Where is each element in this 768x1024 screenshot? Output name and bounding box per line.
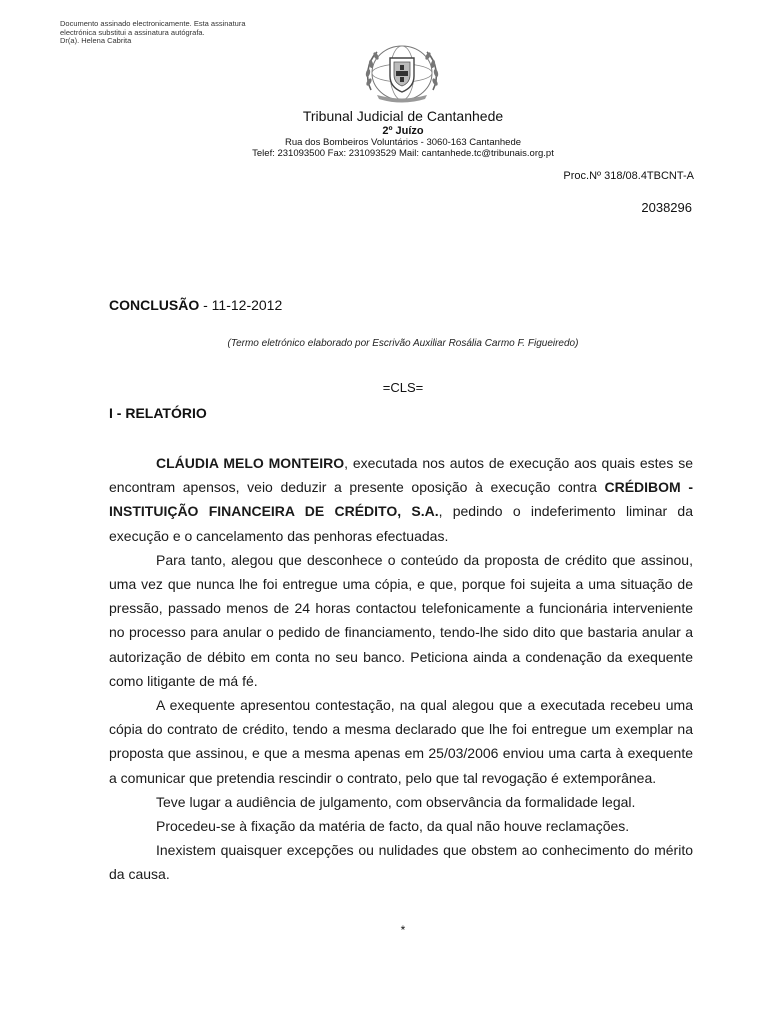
court-juizo: 2º Juízo: [382, 125, 424, 137]
conclusao-line: [109, 297, 282, 313]
paragraph-3: A exequente apresentou contestação, na qual alegou que a executada recebeu uma cópia do contrato de crédito, tendo a mesma declarado que lhe foi entregue um exemplar na proposta que assinou, e que a mesma apenas em 25/03/2006 enviou uma carta à exequente a comunicar que pretendia rescindir o contrato, pelo que tal revogação é extemporânea.: [109, 697, 693, 786]
document-number: 2038296: [641, 200, 692, 215]
paragraph-1-text-a: , executada nos autos de execução aos quais estes se encontram apensos, veio deduzir a presente oposição à execução contra: [109, 455, 693, 496]
party-executada: CLÁUDIA MELO MONTEIRO: [156, 455, 345, 471]
termo-note: (Termo eletrónico elaborado por Escrivão Auxiliar Rosália Carmo F. Figueiredo): [227, 338, 579, 349]
paragraph-1: [109, 451, 693, 548]
court-name: Tribunal Judicial de Cantanhede: [302, 108, 504, 124]
signature-signer: Dr(a). Helena Cabrita: [60, 36, 132, 45]
section-separator: *: [400, 923, 406, 937]
section-heading-relatorio: I - RELATÓRIO: [109, 405, 207, 421]
paragraph-4: Teve lugar a audiência de julgamento, com observância da formalidade legal.: [156, 793, 636, 810]
process-number: Proc.Nº 318/08.4TBCNT-A: [563, 170, 694, 182]
paragraph-1-text-b: , pedindo o indeferimento liminar da execução e o cancelamento das penhoras efectuadas.: [109, 503, 694, 544]
electronic-signature-note: [60, 20, 290, 46]
court-contacts: Telef: 231093500 Fax: 231093529 Mail: cantanhede.tc@tribunais.org.pt: [252, 148, 554, 159]
paragraph-5: Procedeu-se à fixação da matéria de facto, da qual não houve reclamações.: [156, 818, 630, 835]
signature-line-1: Documento assinado electronicamente. Esta assinatura: [60, 19, 246, 28]
paragraph-6: Inexistem quaisquer excepções ou nulidades que obstem ao conhecimento do mérito da causa.: [109, 842, 693, 883]
portugal-coat-of-arms-icon: [357, 40, 447, 104]
conclusao-label: CONCLUSÃO: [109, 297, 200, 313]
signature-line-2: electrónica substitui a assinatura autógrafa.: [60, 27, 205, 37]
party-exequente: CRÉDIBOM - INSTITUIÇÃO FINANCEIRA DE CRÉDITO, S.A.: [109, 479, 693, 520]
relatorio-body: [109, 451, 693, 887]
paragraph-2: Para tanto, alegou que desconhece o conteúdo da proposta de crédito que assinou, uma vez que nunca lhe foi entregue uma cópia, e que, porque foi sujeita a uma situação de pressão, passado menos de 24 horas contactou telefonicamente a funcionária interveniente no processo para anular o pedido de financiamento, tendo-lhe sido dito que bastaria anular a autorização de débito em conta no seu banco. Peticiona ainda a condenação da exequente como litigante de má fé.: [109, 551, 693, 689]
conclusao-date: - 11-12-2012: [199, 297, 283, 313]
cls-marker: =CLS=: [382, 380, 424, 395]
court-address: Rua dos Bombeiros Voluntários - 3060-163 Cantanhede: [284, 137, 522, 148]
